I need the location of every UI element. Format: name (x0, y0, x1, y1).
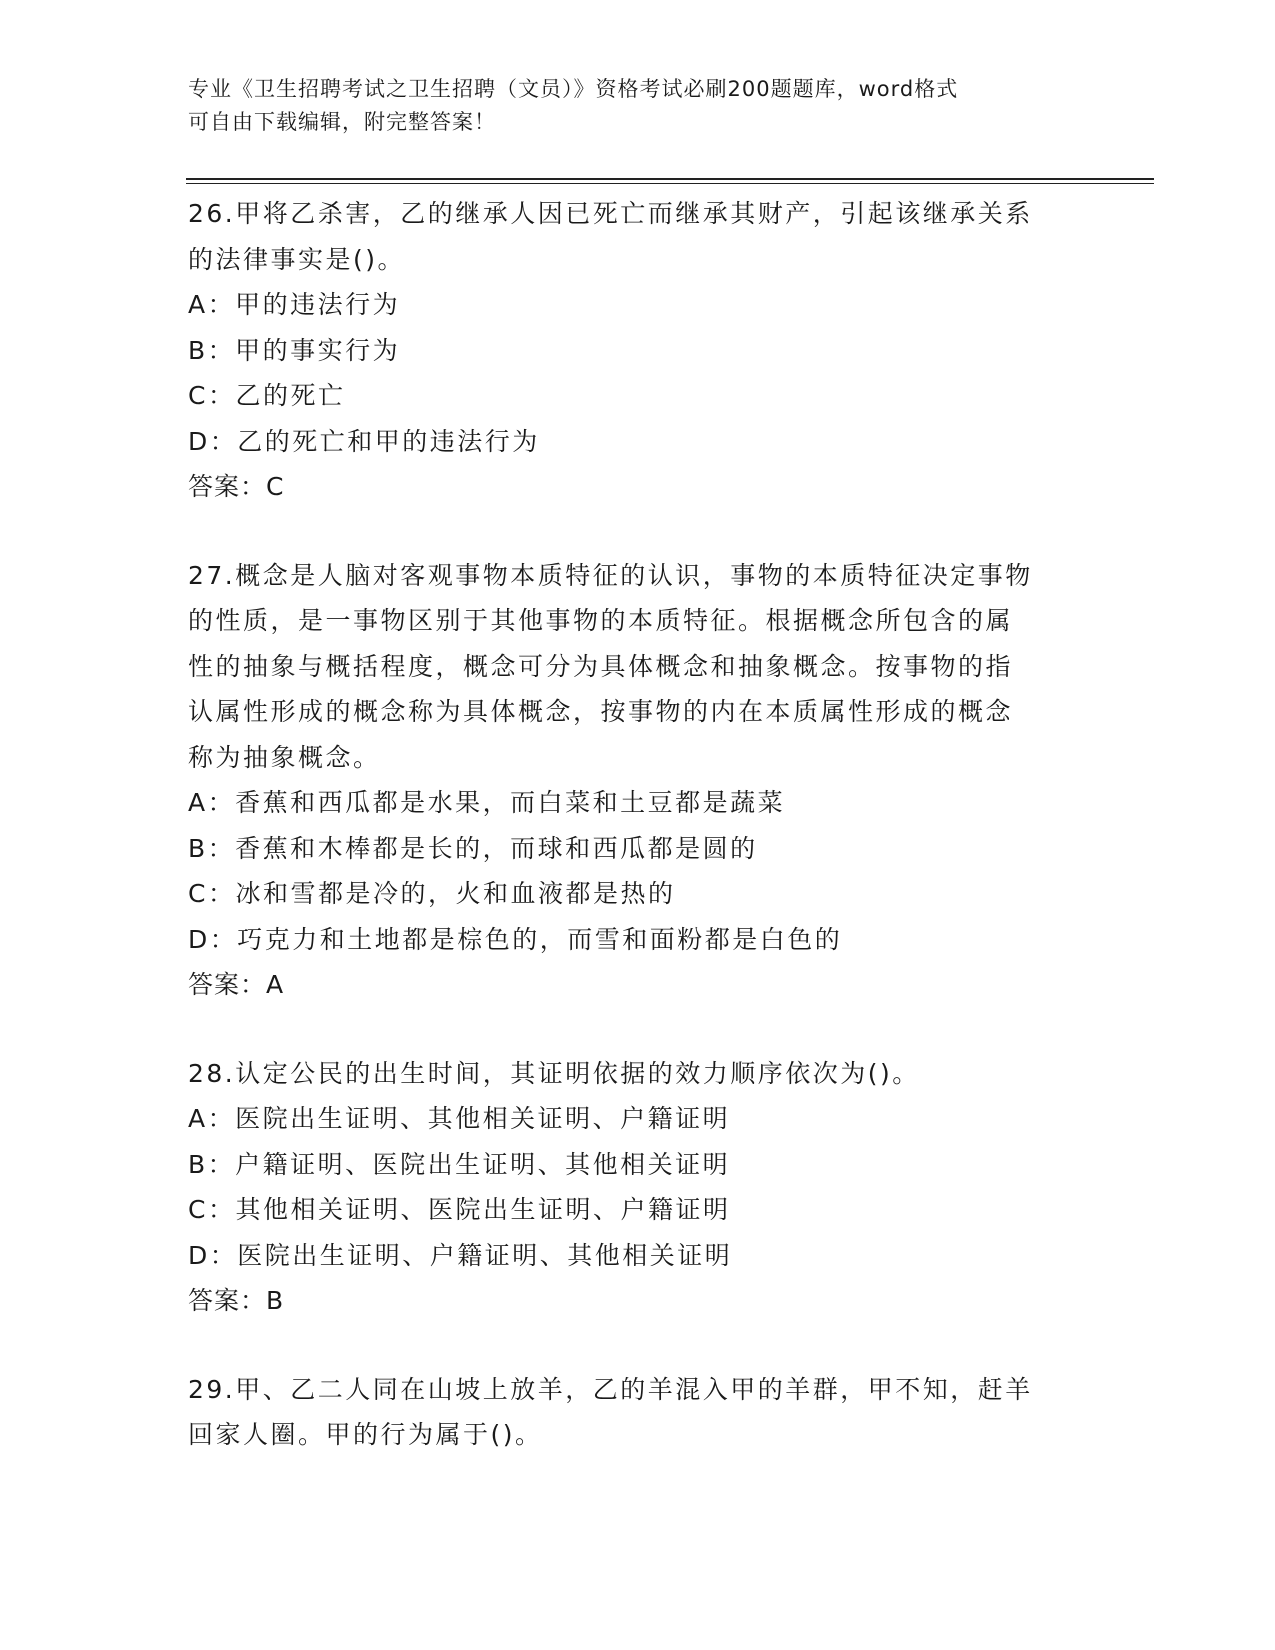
option-b: B：户籍证明、医院出生证明、其他相关证明 (188, 1149, 731, 1179)
question-text: 称为抽象概念。 (188, 742, 381, 772)
question-27 (188, 553, 1088, 1008)
header-divider-thick (186, 178, 1154, 180)
option-d: D：乙的死亡和甲的违法行为 (188, 426, 540, 456)
question-29 (188, 1367, 1088, 1458)
question-text: 27.概念是人脑对客观事物本质特征的认识，事物的本质特征决定事物 (188, 560, 1033, 590)
question-text: 29.甲、乙二人同在山坡上放羊，乙的羊混入甲的羊群，甲不知，赶羊 (188, 1374, 1033, 1404)
option-b: B：香蕉和木棒都是长的，而球和西瓜都是圆的 (188, 833, 758, 863)
question-text: 的性质，是一事物区别于其他事物的本质特征。根据概念所包含的属 (188, 606, 1014, 635)
option-d: D：巧克力和土地都是棕色的，而雪和面粉都是白色的 (188, 924, 843, 954)
question-text: 认属性形成的概念称为具体概念，按事物的内在本质属性形成的概念 (188, 697, 1014, 726)
question-text: 26.甲将乙杀害，乙的继承人因已死亡而继承其财产，引起该继承关系 (188, 199, 1033, 228)
option-a: A：香蕉和西瓜都是水果，而白菜和土豆都是蔬菜 (188, 788, 786, 817)
option-c: C：乙的死亡 (188, 381, 346, 410)
option-c: C：冰和雪都是冷的，火和血液都是热的 (188, 879, 676, 908)
header-line: 可自由下载编辑，附完整答案！ (188, 110, 496, 134)
option-b: B：甲的事实行为 (188, 335, 401, 365)
page-header (188, 73, 1068, 139)
answer: 答案：A (188, 970, 285, 999)
header-line: 专业《卫生招聘考试之卫生招聘（文员）》资格考试必刷200题题库，word格式 (188, 77, 959, 101)
question-text: 的法律事实是()。 (188, 244, 406, 274)
option-a: A：医院出生证明、其他相关证明、户籍证明 (188, 1104, 731, 1133)
option-d: D：医院出生证明、户籍证明、其他相关证明 (188, 1240, 733, 1270)
question-28 (188, 1051, 1088, 1324)
question-text: 性的抽象与概括程度，概念可分为具体概念和抽象概念。按事物的指 (188, 651, 1014, 681)
answer: 答案：C (188, 472, 285, 501)
option-c: C：其他相关证明、医院出生证明、户籍证明 (188, 1195, 731, 1224)
question-text: 回家人圈。甲的行为属于()。 (188, 1420, 543, 1449)
header-divider-thin (186, 183, 1154, 184)
option-a: A：甲的违法行为 (188, 290, 401, 319)
question-26 (188, 191, 1088, 510)
question-list (188, 191, 1088, 1458)
answer: 答案：B (188, 1286, 285, 1315)
question-text: 28.认定公民的出生时间，其证明依据的效力顺序依次为()。 (188, 1058, 920, 1088)
